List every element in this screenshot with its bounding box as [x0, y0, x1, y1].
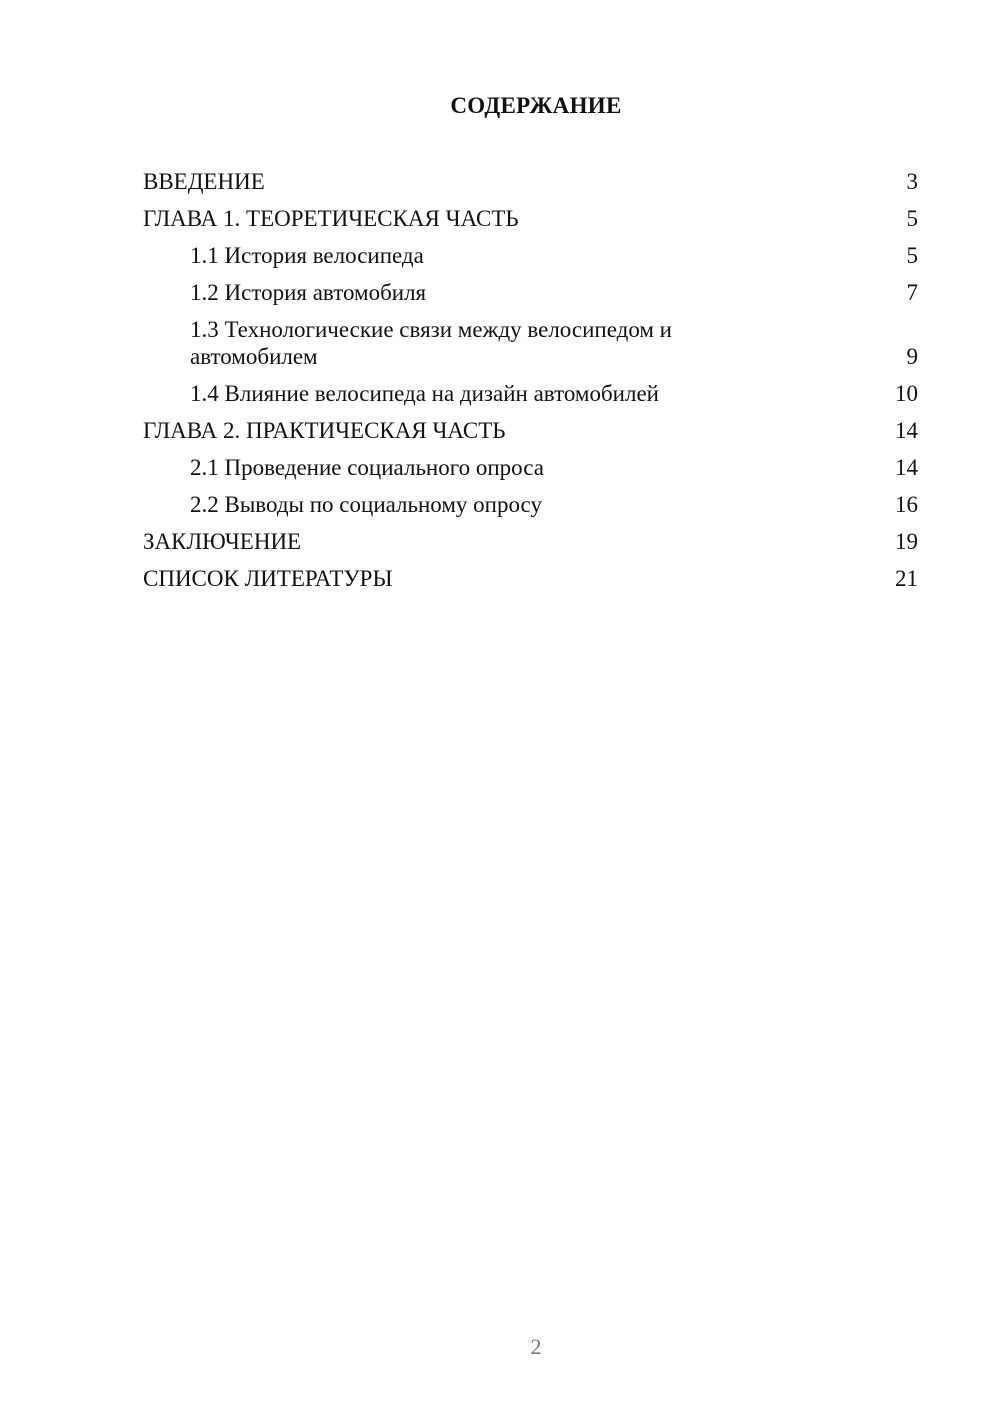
toc-entry-page: 21 [895, 566, 918, 591]
toc-entry-label: 2.2 Выводы по социальному опросу [190, 492, 542, 517]
toc-entry-page: 9 [906, 344, 918, 369]
toc-entry-label: 1.3 Технологические связи между велосипедом и автомобилем [190, 317, 672, 369]
toc-entry-label: СПИСОК ЛИТЕРАТУРЫ [143, 566, 393, 591]
page-title: СОДЕРЖАНИЕ [450, 93, 622, 118]
toc-entry-label: ВВЕДЕНИЕ [143, 169, 265, 194]
toc-entry-section-1-2[interactable] [143, 279, 918, 306]
toc-entry-section-1-4[interactable] [143, 380, 918, 407]
toc-entry-section-1-3[interactable] [143, 316, 918, 370]
toc-entry-label: ГЛАВА 1. ТЕОРЕТИЧЕСКАЯ ЧАСТЬ [143, 206, 519, 231]
toc-entry-page: 7 [906, 280, 918, 305]
toc-entry-introduction[interactable] [143, 168, 918, 195]
toc-entry-page: 5 [906, 206, 918, 231]
page-number: 2 [530, 1334, 542, 1359]
toc-entry-page: 14 [895, 455, 918, 480]
toc-entry-section-1-1[interactable] [143, 242, 918, 269]
toc-entry-label: ЗАКЛЮЧЕНИЕ [143, 529, 302, 554]
toc-entry-section-2-1[interactable] [143, 454, 918, 481]
toc-entry-page: 3 [906, 169, 918, 194]
toc-entry-page: 5 [906, 243, 918, 268]
toc-entry-label: 1.1 История велосипеда [190, 243, 424, 268]
toc-entry-page: 19 [895, 529, 918, 554]
toc-entry-conclusion[interactable] [143, 528, 918, 555]
toc-entry-label: ГЛАВА 2. ПРАКТИЧЕСКАЯ ЧАСТЬ [143, 418, 506, 443]
table-of-contents [143, 168, 918, 602]
toc-entry-chapter-2[interactable] [143, 417, 918, 444]
toc-entry-page: 16 [895, 492, 918, 517]
toc-entry-references[interactable] [143, 565, 918, 592]
toc-entry-label: 1.4 Влияние велосипеда на дизайн автомобилей [190, 381, 659, 406]
toc-entry-label: 1.2 История автомобиля [190, 280, 427, 305]
toc-entry-page: 10 [895, 381, 918, 406]
toc-entry-chapter-1[interactable] [143, 205, 918, 232]
toc-entry-label: 2.1 Проведение социального опроса [190, 455, 544, 480]
toc-entry-section-2-2[interactable] [143, 491, 918, 518]
toc-entry-page: 14 [895, 418, 918, 443]
